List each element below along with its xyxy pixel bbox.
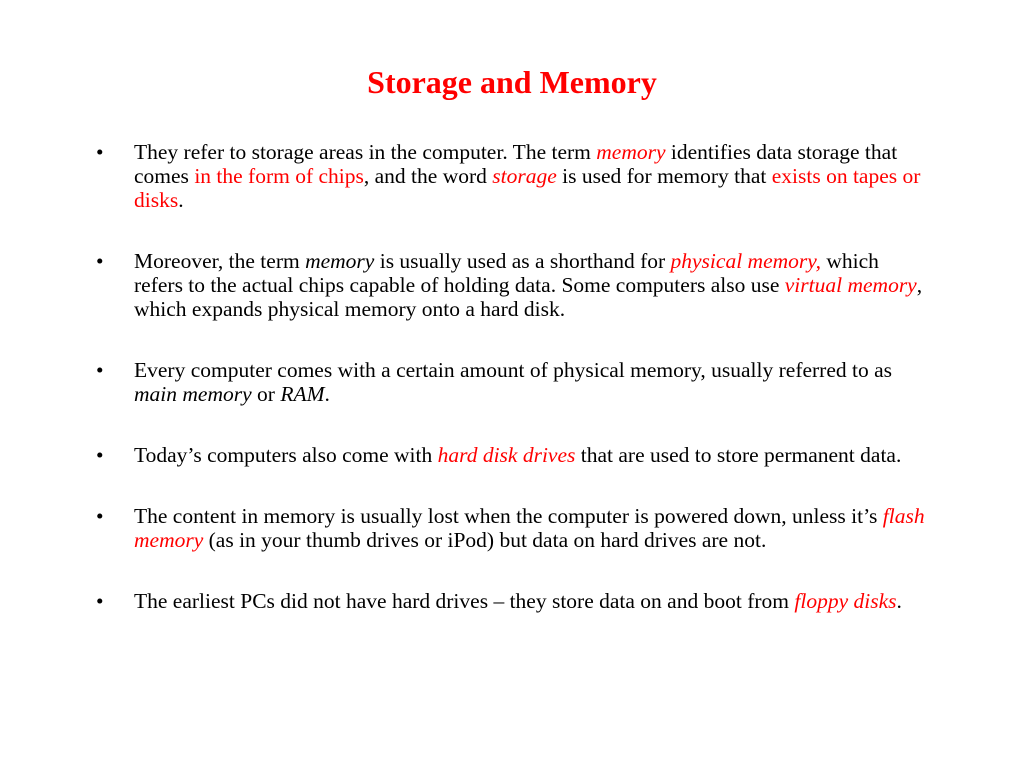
bullet-text-segment: . (178, 188, 184, 212)
bullet-text-segment: storage (492, 164, 557, 188)
bullet-marker: • (96, 249, 104, 273)
bullet-item (96, 443, 926, 467)
bullet-marker: • (96, 589, 104, 613)
bullet-text-segment: floppy disks (794, 589, 897, 613)
bullet-text-segment: which refers to the actual chips capable of holding data. Some computers also use (134, 249, 879, 297)
bullet-text-segment: The content in memory is usually lost when the computer is powered down, unless it’s (134, 504, 883, 528)
bullet-text-segment: RAM (280, 382, 325, 406)
bullet-text-segment: Every computer comes with a certain amount of physical memory, usually referred to as (134, 358, 893, 382)
bullet-text-segment: , which expands physical memory onto a hard disk. (134, 273, 923, 321)
bullet-text-segment: . (324, 382, 330, 406)
bullet-text-segment: Today’s computers also come with (134, 443, 438, 467)
bullet-text-segment: is used for memory that (556, 164, 772, 188)
bullet-item (96, 140, 926, 212)
bullet-text-segment: hard disk drives (437, 443, 576, 467)
bullet-item (96, 358, 926, 406)
bullet-text-segment: physical memory, (670, 249, 821, 273)
bullet-text-segment: main memory (134, 382, 252, 406)
bullet-text-segment: (as in your thumb drives or iPod) but data on hard drives are not. (203, 528, 767, 552)
bullet-text-segment: memory (305, 249, 375, 273)
bullet-text-segment: The earliest PCs did not have hard drives – they store data on and boot from (134, 589, 795, 613)
bullet-text-segment: memory (596, 140, 666, 164)
bullet-item (96, 249, 926, 321)
bullet-marker: • (96, 443, 104, 467)
bullet-text-segment: , and the word (363, 164, 493, 188)
bullet-text-segment: flash memory (134, 504, 925, 552)
bullet-text-segment: identifies data storage that comes (134, 140, 898, 188)
bullet-marker: • (96, 358, 104, 382)
bullet-marker: • (96, 504, 104, 528)
bullet-item (96, 504, 926, 552)
bullet-text-segment: exists on tapes or disks (134, 164, 921, 212)
bullet-text-segment: Moreover, the term (134, 249, 306, 273)
bullet-text-segment: or (251, 382, 281, 406)
slide-title: Storage and Memory (367, 64, 657, 100)
bullet-text-segment: . (896, 589, 902, 613)
bullet-text-segment: They refer to storage areas in the computer. The term (134, 140, 597, 164)
bullet-marker: • (96, 140, 104, 164)
bullet-text-segment: virtual memory (784, 273, 917, 297)
bullet-text-segment: is usually used as a shorthand for (374, 249, 671, 273)
bullet-text-segment: in the form of chips (194, 164, 364, 188)
bullet-item (96, 589, 926, 613)
bullet-text-segment: that are used to store permanent data. (575, 443, 902, 467)
bullet-list (96, 140, 926, 650)
